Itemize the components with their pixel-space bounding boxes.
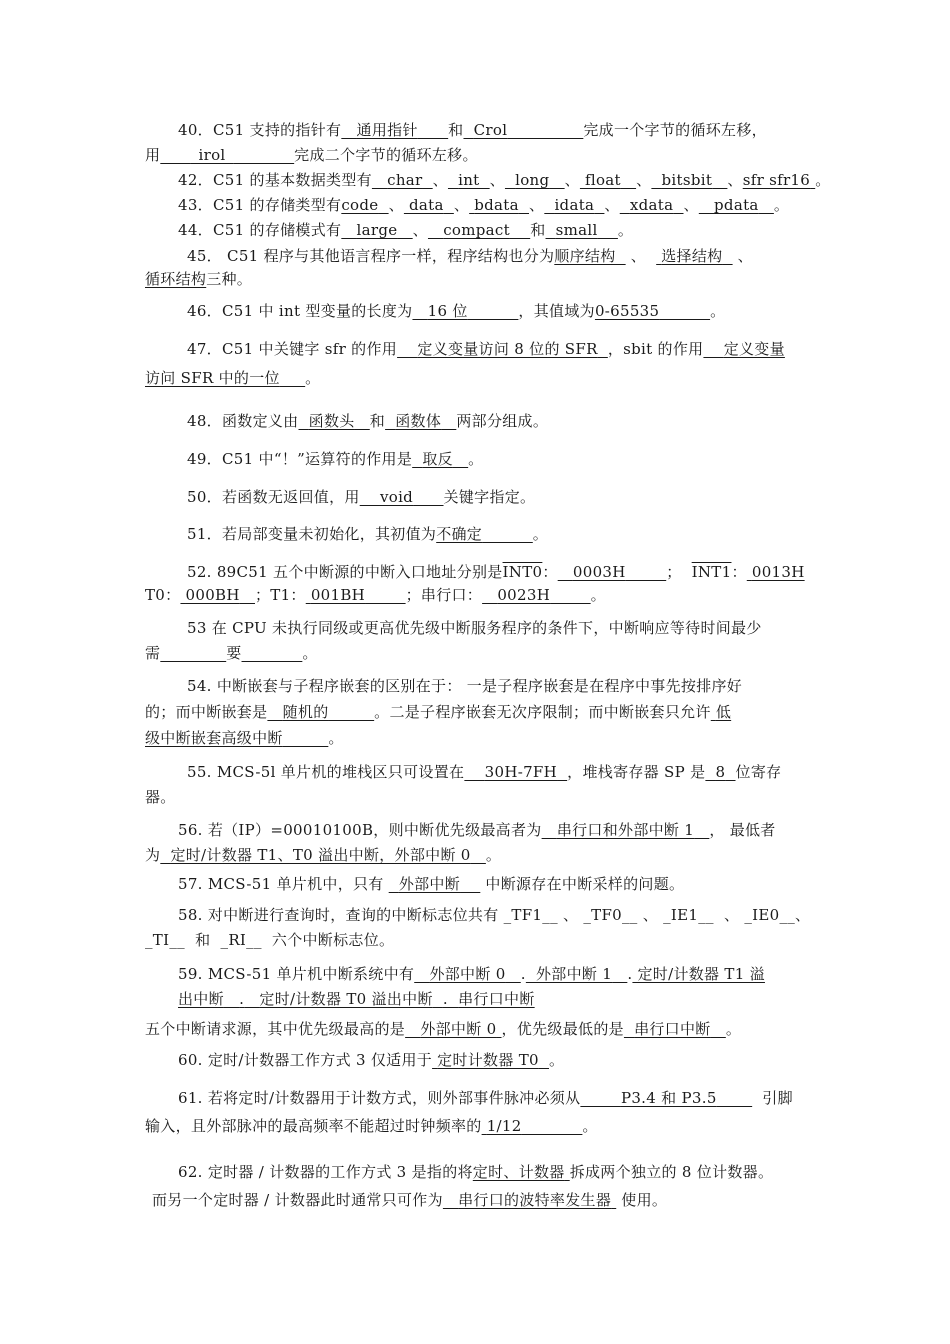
answer-blank: 定时计数器 T0 <box>437 1051 539 1069</box>
question-55-line-2: 器。 <box>145 788 176 806</box>
answer-blank: 定义变量访问 8 位的 SFR <box>417 340 598 358</box>
answer-blank: char <box>387 171 423 189</box>
question-45-line-2: 循环结构三种。 <box>145 270 253 288</box>
question-60: 60. 定时/计数器工作方式 3 仅适用于 定时计数器 T0 。 <box>178 1051 565 1069</box>
answer-blank: P3.4 和 P3.5 <box>620 1089 717 1107</box>
answer-blank: 访问 SFR 中的一位 <box>145 369 280 387</box>
question-58-line-1: 58. 对中断进行查询时，查询的中断标志位共有 _TF1__ 、 _TF0__ 、 _IE1__ 、 _IE0__、 <box>178 906 811 924</box>
question-47-line-2: 访问 SFR 中的一位 。 <box>145 369 321 387</box>
answer-blank: 外部中断 1 <box>536 965 613 983</box>
question-48: 48．函数定义由 函数头 和 函数体 两部分组成。 <box>187 412 549 430</box>
question-61-line-2: 输入，且外部脉冲的最高频率不能超过时钟频率的 1/12 。 <box>145 1117 598 1135</box>
answer-blank: _irol_ <box>190 146 234 164</box>
answer-blank: int <box>458 171 480 189</box>
answer-blank: sfr sfr16 <box>742 171 811 189</box>
question-62-line-2: 而另一个定时器 / 计数器此时通常只可作为 串行口的波特率发生器 使用。 <box>152 1191 668 1209</box>
question-49: 49．C51 中“！”运算符的作用是 取反 。 <box>187 450 484 468</box>
answer-blank: 16 位 <box>427 302 468 320</box>
answer-blank: 0003H <box>572 563 626 581</box>
answer-blank: code <box>341 196 379 214</box>
answer-blank: compact <box>443 221 510 239</box>
answer-blank: 外部中断 0 <box>420 1020 497 1038</box>
answer-blank: 8 <box>715 763 726 781</box>
answer-blank: long <box>515 171 550 189</box>
answer-blank: 级中断嵌套高级中断 <box>145 729 283 747</box>
answer-blank: 0-65535 <box>594 302 660 320</box>
question-59-line-3: 五个中断请求源，其中优先级最高的是 外部中断 0 ，优先级最低的是 串行口中断 。 <box>145 1020 742 1038</box>
question-58-line-2: _TI__ 和 _RI__ 六个中断标志位。 <box>145 931 395 949</box>
question-55-line-1: 55. MCS-5l 单片机的堆栈区只可设置在 30H-7FH ，堆栈寄存器 SP 是 8 位寄存 <box>187 763 782 781</box>
question-52-line-1: 52. 89C51 五个中断源的中断入口地址分别是INT0： 0003H ； INT1： 0013H <box>187 563 805 581</box>
answer-blank <box>160 644 226 662</box>
question-59-line-2 <box>178 989 535 1009</box>
answer-blank: small <box>555 221 598 239</box>
answer-blank: 定时/计数器 T1、T0 溢出中断，外部中断 0 <box>170 846 471 864</box>
question-57: 57. MCS-51 单片机中，只有 外部中断 中断源存在中断采样的问题。 <box>178 875 685 893</box>
answer-blank: xdata <box>629 196 674 214</box>
answer-blank: 001BH <box>310 586 366 604</box>
answer-blank: 0013H <box>751 563 805 581</box>
answer-blank <box>242 644 303 662</box>
answer-blank: 定义变量 <box>723 340 785 358</box>
answer-blank: large <box>356 221 398 239</box>
question-61-line-1: 61. 若将定时/计数器用于计数方式，则外部事件脉冲必须从 P3.4 和 P3.5 引脚 <box>178 1089 793 1107</box>
question-62-line-1: 62. 定时器 / 计数器的工作方式 3 是指的将定时、计数器 拆成两个独立的 8 位计数器。 <box>178 1163 774 1181</box>
answer-blank: 函数体 <box>395 412 442 430</box>
answer-blank: 000BH <box>185 586 240 604</box>
answer-blank: 低 <box>715 703 732 721</box>
answer-blank: bitsbit <box>661 171 713 189</box>
question-43: 43．C51 的存储类型有code 、 data 、 bdata 、 idata 、 xdata 、 pdata 。 <box>178 196 790 214</box>
question-46: 46．C51 中 int 型变量的长度为 16 位 ，其值域为0-65535 。 <box>187 302 726 320</box>
int1-label: INT1 <box>691 563 732 581</box>
answer-blank: 顺序结构 <box>554 247 616 265</box>
answer-blank: 循环结构 <box>145 270 207 288</box>
question-42: 42．C51 的基本数据类型有 char 、 int 、 long 、 float 、 bitsbit 、sfr sfr16 。 <box>178 171 831 189</box>
answer-blank: 串行口的波特率发生器 <box>458 1191 612 1209</box>
question-56-line-1: 56. 若（IP）=00010100B，则中断优先级最高者为 串行口和外部中断 1 ， 最低者 <box>178 821 776 839</box>
question-50: 50．若函数无返回值，用 void 关键字指定。 <box>187 488 536 506</box>
question-54-line-3: 级中断嵌套高级中断 。 <box>145 729 344 747</box>
question-51: 51．若局部变量未初始化，其初值为不确定 。 <box>187 525 549 543</box>
answer-blank: 随机的 <box>282 703 329 721</box>
answer-blank: idata <box>554 196 595 214</box>
int0-label: INT0 <box>502 563 543 581</box>
question-47-line-1: 47．C51 中关键字 sfr 的作用 定义变量访问 8 位的 SFR ，sbit 的作用 定义变量 <box>187 340 785 358</box>
answer-blank: 定时/计数器 T1 溢 <box>637 965 765 983</box>
answer-blank: 通用指针 <box>356 121 418 139</box>
answer-blank: 1/12 <box>486 1117 522 1135</box>
answer-blank: 取反 <box>422 450 453 468</box>
answer-blank: 定时、计数器 <box>472 1163 565 1181</box>
answer-blank: Crol <box>473 121 508 139</box>
answer-blank: 函数头 <box>308 412 355 430</box>
question-45-line-1: 45． C51 程序与其他语言程序一样，程序结构也分为顺序结构 、 选择结构 、 <box>187 247 753 265</box>
question-40-line-1: 40．C51 支持的指针有 通用指针 和 Crol 完成一个字节的循环左移， <box>178 121 767 139</box>
answer-blank: 串行口中断 <box>634 1020 711 1038</box>
question-53-line-1: 53 在 CPU 未执行同级或更高优先级中断服务程序的条件下，中断响应等待时间最少 <box>187 619 762 637</box>
answer-blank: float <box>585 171 621 189</box>
answer-blank: 选择结构 <box>661 247 723 265</box>
answer-blank: data <box>408 196 444 214</box>
question-54-line-1: 54. 中断嵌套与子程序嵌套的区别在于： 一是子程序嵌套是在程序中事先按排序好 <box>187 677 743 695</box>
answer-blank: 30H-7FH <box>484 763 558 781</box>
question-59-line-1: 59. MCS-51 单片机中断系统中有 外部中断 0 . 外部中断 1 . 定时/计数器 T1 溢 <box>178 965 765 983</box>
question-54-line-2: 的；而中断嵌套是 随机的 。二是子程序嵌套无次序限制；而中断嵌套只允许 低 <box>145 703 732 721</box>
answer-blank: 0023H <box>497 586 551 604</box>
question-52-line-2: T0： 000BH ；T1： 001BH ；串行口： 0023H 。 <box>145 586 606 604</box>
answer-blank: 外部中断 0 <box>429 965 506 983</box>
answer-blank: 串行口和外部中断 1 <box>556 821 695 839</box>
question-56-line-2: 为 定时/计数器 T1、T0 溢出中断，外部中断 0 。 <box>145 846 502 864</box>
answer-blank: bdata <box>474 196 519 214</box>
answer-blank: 不确定 <box>436 525 483 543</box>
answer-blank: pdata <box>714 196 759 214</box>
answer-blank: 出中断 . 定时/计数器 T0 溢出中断 . 串行口中断 <box>178 990 535 1008</box>
answer-blank: void <box>379 488 414 506</box>
question-53-line-2: 需 要 。 <box>145 644 318 662</box>
question-44: 44．C51 的存储模式有 large 、 compact 和 small 。 <box>178 221 634 239</box>
answer-blank: 外部中断 <box>398 875 461 893</box>
question-40-line-2: 用 _irol_ 完成二个字节的循环左移。 <box>145 146 478 164</box>
